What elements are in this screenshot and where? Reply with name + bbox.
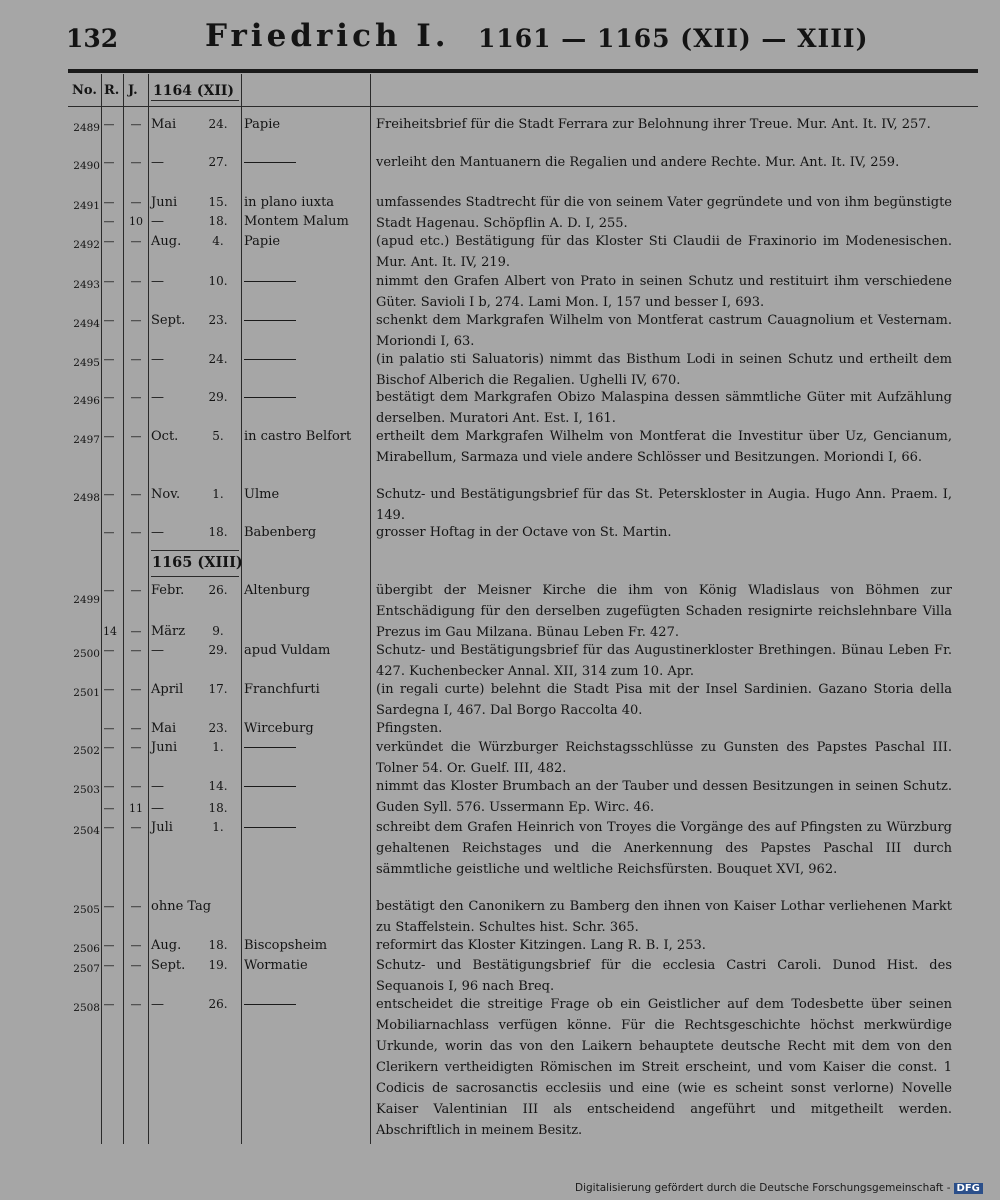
entry-month: — [151, 214, 164, 229]
page-years: 1161 — 1165 (XII) — XIII) [478, 24, 869, 53]
entry-day: 23. [208, 313, 228, 327]
entry-j: — [130, 900, 142, 913]
entry-text: reformirt das Kloster Kitzingen. Lang R. B. I, 253. [376, 938, 706, 953]
entry-text: Pfingsten. [376, 721, 443, 736]
column-rule [370, 74, 371, 1144]
entry-number: 2492 [73, 239, 100, 251]
entry-j: — [130, 156, 142, 169]
entry-j: — [130, 118, 142, 131]
ditto-dash [244, 281, 296, 283]
entry-number: 2497 [73, 434, 100, 446]
entry-place: Biscopsheim [244, 938, 328, 953]
entry-text: grosser Hoftag in der Octave von St. Martin. [376, 525, 672, 540]
entry-place: Wirceburg [244, 721, 314, 736]
entry-r: — [103, 196, 115, 209]
entry-j: — [130, 275, 142, 288]
entry-r: — [103, 959, 115, 972]
entry-day: 24. [208, 117, 228, 131]
entry-text: ertheilt dem Markgrafen Wilhelm von Montferat die Investitur über Uz, Gencianum, Mirabellum, Sarmaza und viele andere Schlösser und Besitzungen. Moriondi I, 66. [376, 429, 952, 465]
entry-day: 19. [208, 958, 228, 972]
entry-month: Juni [151, 740, 178, 755]
entry-text: schreibt dem Grafen Heinrich von Troyes die Vorgänge des auf Pfingsten zu Würzburg gehaltenen Reichstages und die Anerkennung des Papstes Paschal III durch sämmtliche geistliche und weltliche Reichsfürsten. Bouquet XVI, 962. [376, 820, 952, 877]
entry-day: 18. [208, 214, 228, 228]
entry-place: in plano iuxta [244, 195, 335, 210]
col-header-j: J. [128, 83, 138, 98]
entry-number: 2504 [73, 825, 100, 837]
entry-r: — [103, 430, 115, 443]
col-header-year: 1164 (XII) [153, 83, 235, 99]
entry-month: April [151, 682, 184, 697]
entry-text: bestätigt dem Markgrafen Obizo Malaspina dessen sämmtliche Güter mit Aufzählung derselben. Muratori Ant. Est. I, 161. [376, 390, 952, 426]
entry-place [244, 737, 368, 758]
entry-r: — [103, 584, 115, 597]
entry-month: — [151, 155, 164, 170]
entry-text: bestätigt den Canonikern zu Bamberg den ihnen von Kaiser Lothar verliehenen Markt zu Staffelstein. Schultes hist. Schr. 365. [376, 899, 952, 935]
entry-j: — [130, 959, 142, 972]
entry-text: übergibt der Meisner Kirche die ihm von König Wladislaus von Böhmen zur Entschädigung für den derselben zugefügten Schaden resignirte reichslehnbare Villa Prezus im Gau Milzana. Bünau Leben Fr. 427. [376, 583, 952, 640]
entry-month: — [151, 801, 164, 816]
entry-number: 2502 [73, 745, 100, 757]
entry-month: Febr. [151, 583, 185, 598]
entry-place [244, 776, 368, 797]
entry-place [244, 310, 368, 331]
entry-r: — [103, 353, 115, 366]
entry-month: Oct. [151, 429, 179, 444]
entry-r: — [103, 391, 115, 404]
entry-place [244, 271, 368, 292]
ditto-dash [244, 1004, 296, 1006]
col-header-r: R. [104, 83, 120, 98]
entry-month: Mai [151, 117, 177, 132]
entry-j: — [130, 939, 142, 952]
entry-month: Juni [151, 195, 178, 210]
entry-number: 2503 [73, 784, 100, 796]
entry-text: nimmt den Grafen Albert von Prato in seinen Schutz und restituirt ihm verschiedene Güter. Savioli I b, 274. Lami Mon. I, 157 und besser I, 693. [376, 274, 952, 310]
entry-j: — [130, 526, 142, 539]
entry-r: — [103, 644, 115, 657]
entry-j: — [130, 780, 142, 793]
entry-number: 2491 [73, 200, 100, 212]
entry-j: — [130, 430, 142, 443]
entry-day: 5. [212, 429, 224, 443]
entry-month: Mai [151, 721, 177, 736]
entry-text: (in regali curte) belehnt die Stadt Pisa mit der Insel Sardinien. Gazano Storia della Sardegna I, 467. Dal Borgo Raccolta 40. [376, 682, 952, 718]
entry-month: Sept. [151, 313, 186, 328]
entry-day: 10. [208, 274, 228, 288]
column-rule [241, 74, 242, 1144]
entry-place [244, 349, 368, 370]
entry-r: — [103, 683, 115, 696]
entry-day: 18. [208, 525, 228, 539]
entry-day: 18. [208, 801, 228, 815]
entry-r: — [103, 118, 115, 131]
entry-j: — [130, 683, 142, 696]
year-underline [151, 576, 239, 577]
column-rule [123, 74, 124, 1144]
ditto-dash [244, 397, 296, 399]
entry-day: 15. [208, 195, 228, 209]
entry-text: entscheidet die streitige Frage ob ein Geistlicher auf dem Todesbette über seinen Mobiliarnachlass verfügen könne. Für die Rechtsgeschichte höchst merkwürdige Urkunde, worin das von den Laikern behauptete deutsche Recht mit dem von den Clerikern vertheidigten Römischen im Streit erscheint, und vom Kaiser die const. 1 Codicis de sacrosanctis ecclesiis und eine (wie es scheint sonst verlorne) Novelle Kaiser Valentinian III als entscheidend angeführt und mitgetheilt werden. Abschriftlich in meinem Besitz. [376, 997, 952, 1138]
entry-month: — [151, 779, 164, 794]
entry-place: Papie [244, 117, 281, 132]
entry-place [244, 152, 368, 173]
entry-number: 2500 [73, 648, 100, 660]
entry-j: — [130, 196, 142, 209]
entry-day: 26. [208, 997, 228, 1011]
entry-j: — [130, 741, 142, 754]
entry-j: — [130, 625, 142, 638]
entry-month: Aug. [151, 938, 182, 953]
entry-j: — [130, 821, 142, 834]
entry-j: — [130, 235, 142, 248]
ditto-dash [244, 786, 296, 788]
entry-text: Freiheitsbrief für die Stadt Ferrara zur Belohnung ihrer Treue. Mur. Ant. It. IV, 257. [376, 117, 931, 132]
entry-j: — [130, 998, 142, 1011]
entry-day: 27. [208, 155, 228, 169]
entry-number: 2489 [73, 122, 100, 134]
entry-day: 26. [208, 583, 228, 597]
entry-number: 2499 [73, 594, 100, 606]
dfg-logo: DFG [954, 1183, 983, 1194]
entry-r: — [103, 998, 115, 1011]
entry-r: — [103, 780, 115, 793]
entry-place [244, 387, 368, 408]
entry-number: 2498 [73, 492, 100, 504]
year-rule [151, 550, 239, 551]
entry-day: 9. [212, 624, 224, 638]
entry-text: (in palatio sti Saluatoris) nimmt das Bisthum Lodi in seinen Schutz und ertheilt dem Bischof Alberich die Regalien. Ughelli IV, 670. [376, 352, 952, 388]
entry-place: Wormatie [244, 958, 308, 973]
entry-j: — [130, 488, 142, 501]
header-rule [68, 69, 978, 73]
entry-j: — [130, 584, 142, 597]
entry-month: Sept. [151, 958, 186, 973]
entry-day: 1. [212, 487, 224, 501]
entry-place: Montem Malum [244, 214, 349, 229]
year-underline [151, 100, 239, 101]
entry-j: — [130, 353, 142, 366]
entry-day: 29. [208, 390, 228, 404]
entry-number: 2507 [73, 963, 100, 975]
entry-place: apud Vuldam [244, 643, 331, 658]
page-title: Friedrich I. [205, 18, 450, 54]
entry-day: 29. [208, 643, 228, 657]
column-header-rule [68, 106, 978, 107]
entry-j: — [130, 722, 142, 735]
entry-r: — [103, 802, 115, 815]
entry-r: — [103, 235, 115, 248]
entry-month: — [151, 352, 164, 367]
entry-place: Babenberg [244, 525, 317, 540]
entry-text: umfassendes Stadtrecht für die von seinem Vater gegründete und von ihm begünstigte Stadt Hagenau. Schöpflin A. D. I, 255. [376, 195, 952, 231]
year-heading: 1165 (XIII) [152, 554, 243, 571]
entry-text: Schutz- und Bestätigungsbrief für die ecclesia Castri Caroli. Dunod Hist. des Sequanois I, 96 nach Breq. [376, 958, 952, 994]
entry-month: Aug. [151, 234, 182, 249]
entry-place [244, 817, 368, 838]
entry-text: verleiht den Mantuanern die Regalien und andere Rechte. Mur. Ant. It. IV, 259. [376, 155, 900, 170]
entry-r: — [103, 156, 115, 169]
entry-r: — [103, 215, 115, 228]
entry-number: 2506 [73, 943, 100, 955]
entry-month: Juli [151, 820, 173, 835]
entry-r: — [103, 314, 115, 327]
entry-place: in castro Belfort [244, 429, 352, 444]
entry-day: 23. [208, 721, 228, 735]
column-rule [101, 74, 102, 1144]
entry-r: — [103, 488, 115, 501]
entry-j: — [130, 391, 142, 404]
entry-text: nimmt das Kloster Brumbach an der Tauber und dessen Besitzungen in seinen Schutz. Guden Syll. 576. Ussermann Ep. Wirc. 46. [376, 779, 952, 815]
entry-place [244, 994, 368, 1015]
entry-day: 1. [212, 740, 224, 754]
entry-number: 2494 [73, 318, 100, 330]
entry-day: 18. [208, 938, 228, 952]
col-header-no: No. [72, 83, 97, 98]
entry-r: — [103, 741, 115, 754]
entry-r: — [103, 900, 115, 913]
entry-number: 2493 [73, 279, 100, 291]
ditto-dash [244, 320, 296, 322]
entry-day: 1. [212, 820, 224, 834]
entry-place: Franchfurti [244, 682, 320, 697]
entry-number: 2505 [73, 904, 100, 916]
entry-place: Ulme [244, 487, 280, 502]
entry-month: — [151, 390, 164, 405]
entry-number: 2501 [73, 687, 100, 699]
entry-r: — [103, 275, 115, 288]
entry-text: Schutz- und Bestätigungsbrief für das St. Peterskloster in Augia. Hugo Ann. Praem. I, 149. [376, 487, 952, 523]
entry-j: — [130, 314, 142, 327]
entry-month: — [151, 525, 164, 540]
ditto-dash [244, 359, 296, 361]
entry-month: — [151, 643, 164, 658]
entry-day: 24. [208, 352, 228, 366]
entry-month: ohne Tag [151, 899, 212, 914]
entry-j: — [130, 644, 142, 657]
entry-number: 2508 [73, 1002, 100, 1014]
footer [575, 1182, 983, 1194]
footer-credit: Digitalisierung gefördert durch die Deutsche Forschungsgemeinschaft - [575, 1182, 951, 1194]
entry-month: — [151, 274, 164, 289]
entry-r: 14 [103, 625, 117, 638]
entry-text: schenkt dem Markgrafen Wilhelm von Montferat castrum Cauagnolium et Vesternam. Moriondi I, 63. [376, 313, 952, 349]
ditto-dash [244, 162, 296, 164]
entry-day: 14. [208, 779, 228, 793]
entry-number: 2490 [73, 160, 100, 172]
entry-month: Nov. [151, 487, 181, 502]
page-number: 132 [66, 24, 119, 53]
column-rule [148, 74, 149, 1144]
ditto-dash [244, 827, 296, 829]
entry-number: 2495 [73, 357, 100, 369]
entry-text: verkündet die Würzburger Reichstagsschlüsse zu Gunsten des Papstes Paschal III. Tolner 54. Or. Guelf. III, 482. [376, 740, 952, 776]
entry-r: — [103, 526, 115, 539]
entry-day: 4. [212, 234, 224, 248]
entry-r: — [103, 821, 115, 834]
ditto-dash [244, 747, 296, 749]
entry-text: Schutz- und Bestätigungsbrief für das Augustinerkloster Brethingen. Bünau Leben Fr. 427. Kuchenbecker Annal. XII, 314 zum 10. Apr. [376, 643, 952, 679]
entry-month: März [151, 624, 186, 639]
entry-month: — [151, 997, 164, 1012]
entry-j: 11 [129, 802, 143, 815]
entry-r: — [103, 722, 115, 735]
entry-number: 2496 [73, 395, 100, 407]
entry-place: Papie [244, 234, 281, 249]
entry-r: — [103, 939, 115, 952]
entry-text: (apud etc.) Bestätigung für das Kloster Sti Claudii de Fraxinorio im Modenesischen. Mur. Ant. It. IV, 219. [376, 234, 952, 270]
entry-place: Altenburg [244, 583, 311, 598]
entry-j: 10 [129, 215, 143, 228]
entry-day: 17. [208, 682, 228, 696]
